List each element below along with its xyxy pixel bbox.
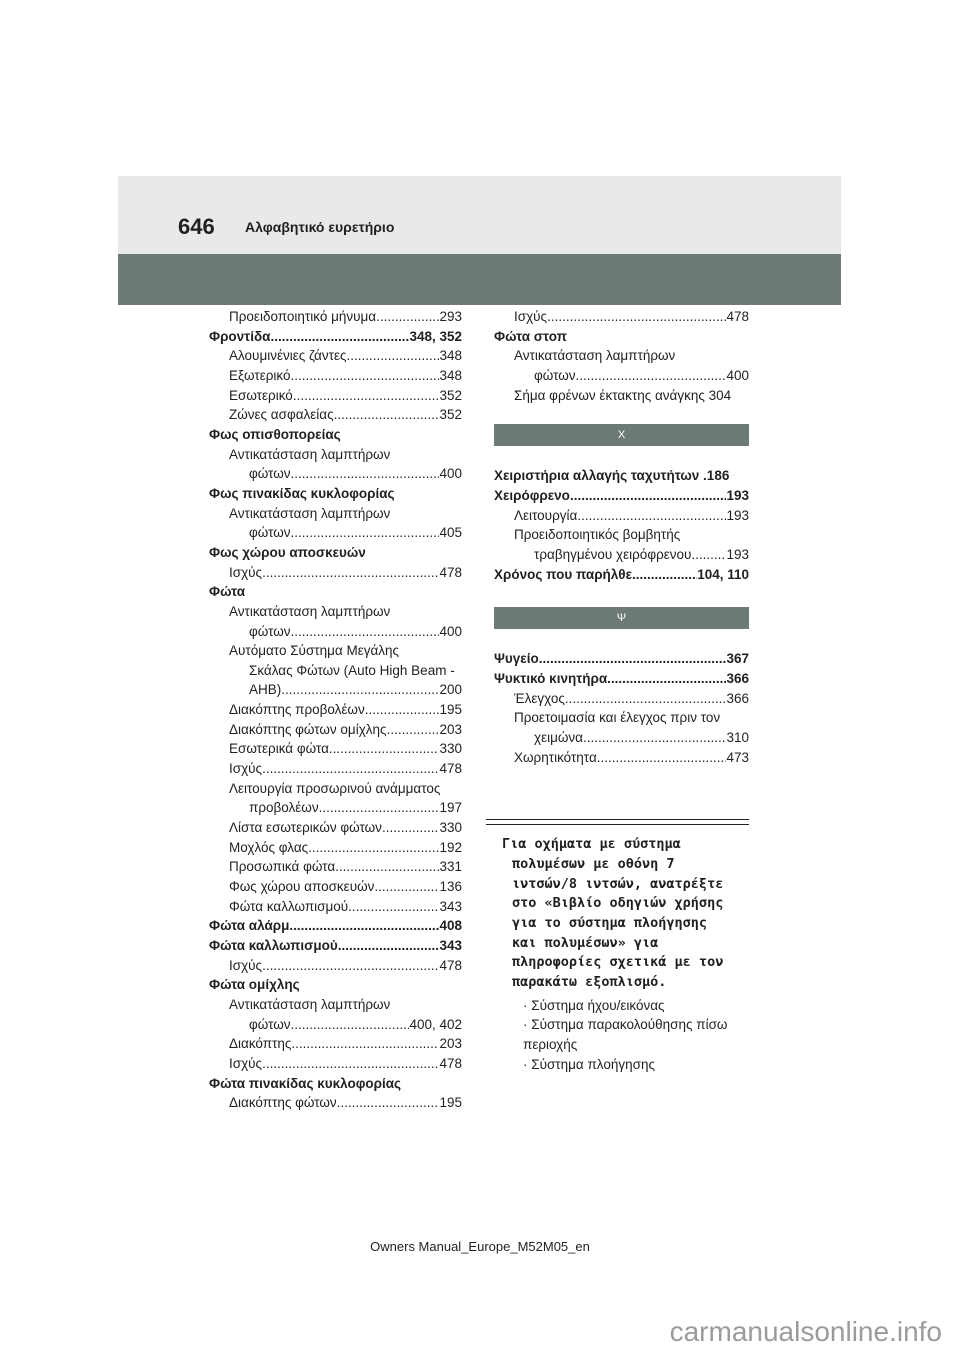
index-page-ref: 478	[439, 761, 462, 777]
index-entry-text: Φροντίδα	[209, 328, 271, 344]
index-page-ref: 200	[439, 682, 462, 698]
leader-dots	[291, 366, 440, 386]
index-entry-text: Έλεγχος	[514, 690, 565, 706]
section-letter-psi: Ψ	[494, 607, 749, 629]
leader-dots	[262, 759, 439, 779]
index-page-ref: 405	[439, 525, 462, 541]
index-entry	[209, 877, 462, 897]
index-entry-text: Λειτουργία	[514, 507, 578, 523]
leader-dots	[319, 798, 440, 818]
index-entry	[209, 386, 462, 406]
index-page-ref: 473	[726, 749, 749, 765]
index-heading: Φώτα στοπ	[494, 328, 567, 344]
index-entry-text: Διακόπτης προβολέων	[229, 702, 365, 718]
index-entry-text: Ψυγείο	[494, 651, 539, 667]
index-entry: Σήμα φρένων έκτακτης ανάγκης 304	[514, 387, 732, 403]
index-entry-text: Φως χώρου αποσκευών	[229, 879, 375, 895]
index-page-ref: 192	[439, 839, 462, 855]
index-entry	[494, 545, 749, 565]
index-page-ref: 400	[439, 623, 462, 639]
index-entry: Αυτόματο Σύστημα Μεγάλης	[229, 643, 400, 659]
index-entry-text: Ζώνες ασφαλείας	[229, 407, 334, 423]
index-entry-text: Εσωτερικό	[229, 387, 293, 403]
index-page-ref: 203	[439, 1036, 462, 1052]
page-title: Αλφαβητικό ευρετήριο	[245, 219, 395, 235]
index-page-ref: 348	[439, 348, 462, 364]
leader-dots	[547, 307, 726, 327]
index-entry-text: Προειδοποιητικό μήνυμα	[229, 309, 377, 324]
leader-dots	[291, 1015, 410, 1035]
index-entry-text: Φώτα αλάρμ	[209, 918, 290, 934]
note-title-rest	[502, 855, 749, 993]
index-entry	[209, 1015, 462, 1035]
index-entry: Αντικατάσταση λαμπτήρων	[229, 446, 391, 462]
index-page-ref: 136	[439, 879, 462, 895]
index-entry: Αντικατάσταση λαμπτήρων	[514, 348, 676, 364]
leader-dots	[262, 956, 439, 976]
index-entry	[494, 366, 749, 386]
leader-dots	[270, 327, 409, 347]
leader-dots	[565, 689, 727, 709]
index-page-ref: 478	[726, 309, 749, 324]
index-entry	[494, 307, 749, 327]
index-entry: Προετοιμασία και έλεγχος πριν τον	[514, 710, 721, 726]
leader-dots	[597, 748, 727, 768]
index-page-ref: 310	[726, 729, 749, 745]
index-entry	[209, 680, 462, 700]
index-page-ref: 331	[439, 859, 462, 875]
leader-dots	[293, 386, 440, 406]
note-divider	[486, 819, 749, 825]
index-entry-text: Λίστα εσωτερικών φώτων	[229, 820, 382, 836]
index-page-ref: 478	[439, 1055, 462, 1071]
index-entry	[209, 346, 462, 366]
index-heading	[494, 669, 749, 689]
note-bullet-item: · Σύστημα πλοήγησης	[523, 1056, 655, 1072]
header-dark-band	[118, 254, 841, 305]
note-title	[494, 835, 749, 993]
index-page-ref: 348, 352	[409, 328, 462, 344]
index-entry	[494, 506, 749, 526]
index-entry-text: Ισχύς	[229, 761, 263, 777]
leader-dots	[570, 486, 727, 506]
index-entry-text: φώτων	[249, 1016, 291, 1032]
index-entry	[209, 563, 462, 583]
index-entry-text: Ισχύς	[229, 1055, 263, 1071]
index-entry-text: τραβηγμένου χειρόφρενου	[534, 546, 692, 562]
note-bullet-item: · Σύστημα ήχου/εικόνας	[523, 997, 665, 1013]
leader-dots	[376, 307, 439, 327]
page-number: 646	[178, 214, 215, 239]
index-page-ref: 352	[439, 387, 462, 403]
index-entry	[209, 622, 462, 642]
index-heading: Φως πινακίδας κυκλοφορίας	[209, 485, 395, 501]
index-page-ref: 195	[439, 702, 462, 718]
leader-dots	[262, 1054, 439, 1074]
leader-dots	[607, 669, 726, 689]
index-heading: Φώτα ομίχλης	[209, 977, 300, 993]
index-entry-text: Χειρόφρενο	[494, 487, 570, 503]
index-entry-text: Ισχύς	[514, 309, 548, 324]
index-heading	[494, 486, 749, 506]
index-entry-text: Ψυκτικό κινητήρα	[494, 670, 608, 686]
index-entry-text: AHB)	[249, 682, 282, 698]
index-entry-text: προβολέων	[249, 800, 319, 816]
index-heading: Φώτα πινακίδας κυκλοφορίας	[209, 1075, 402, 1091]
index-page-ref: 366	[726, 690, 749, 706]
leader-dots	[291, 523, 440, 543]
index-page-ref: 330	[439, 741, 462, 757]
leader-dots	[583, 728, 726, 748]
index-heading	[494, 649, 749, 669]
leader-dots	[382, 818, 440, 838]
footer-text: Owners Manual_Europe_M52M05_en	[370, 1239, 590, 1254]
index-page-ref: 366	[726, 670, 749, 686]
index-heading: Χειριστήρια αλλαγής ταχυτήτων .186	[494, 468, 730, 484]
index-entry	[209, 464, 462, 484]
index-page-ref: 330	[439, 820, 462, 836]
leader-dots	[337, 1093, 440, 1113]
index-entry-text: Εξωτερικό	[229, 367, 291, 383]
index-page-ref: 400	[726, 367, 749, 383]
index-entry	[209, 818, 462, 838]
leader-dots	[577, 506, 726, 526]
index-entry-text: χειμώνα	[534, 729, 583, 745]
index-entry	[209, 956, 462, 976]
index-entry	[209, 1034, 462, 1054]
index-entry	[209, 307, 462, 327]
index-group-phi-continued	[494, 307, 749, 405]
index-heading: Φως χώρου αποσκευών	[209, 544, 366, 560]
index-entry-text: Χωρητικότητα	[514, 749, 597, 765]
index-entry-text: Ισχύς	[229, 564, 263, 580]
index-entry-text: Φώτα καλλωπισμού	[209, 938, 338, 953]
index-entry	[494, 689, 749, 709]
index-page-ref: 293	[439, 309, 462, 324]
index-entry-text: Διακόπτης φώτων	[229, 1095, 337, 1111]
index-page-ref: 203	[439, 721, 462, 737]
index-page-ref: 193	[726, 507, 749, 523]
leader-dots	[289, 916, 439, 936]
note-title-line: για το σύστημα πλοήγησης	[512, 914, 708, 931]
index-entry-text: φώτων	[249, 466, 291, 482]
note-bullets	[494, 996, 749, 1075]
index-page-ref: 343	[439, 898, 462, 914]
leader-dots	[334, 405, 440, 425]
index-entry: Σκάλας Φώτων (Auto High Beam -	[249, 662, 455, 678]
index-page-ref: 197	[439, 800, 462, 816]
note-bullet-item: · Σύστημα παρακολούθησης πίσω περιοχής	[523, 1017, 728, 1053]
index-page-ref: 193	[726, 487, 749, 503]
index-entry	[209, 798, 462, 818]
index-page-ref: 195	[439, 1095, 462, 1111]
index-entry-text: Φώτα καλλωπισμού	[229, 898, 349, 914]
index-entry	[209, 759, 462, 779]
index-entry-text: Εσωτερικά φώτα	[229, 741, 329, 757]
index-heading: Φώτα	[209, 584, 246, 600]
index-group-chi	[494, 466, 749, 584]
index-entry	[209, 857, 462, 877]
index-entry	[209, 700, 462, 720]
leader-dots	[632, 565, 697, 585]
index-entry	[209, 523, 462, 543]
leader-dots	[291, 1034, 439, 1054]
index-entry: Αντικατάσταση λαμπτήρων	[229, 996, 391, 1012]
index-entry-text: Διακόπτης φώτων ομίχλης	[229, 721, 387, 737]
leader-dots	[262, 563, 439, 583]
index-group-psi	[494, 649, 749, 767]
index-entry-text: φώτων	[249, 525, 291, 541]
index-entry	[209, 405, 462, 425]
index-page-ref: 193	[726, 546, 749, 562]
leader-dots	[387, 720, 440, 740]
index-heading	[209, 327, 462, 347]
index-entry: Λειτουργία προσωρινού ανάμματος	[229, 780, 441, 796]
leader-dots	[291, 464, 440, 484]
note-title-line: και πολυμέσων» για	[512, 934, 659, 951]
note-title-line: ιντσών/8 ιντσών, ανατρέξτε	[512, 875, 724, 892]
index-entry	[209, 897, 462, 917]
index-entry	[209, 1054, 462, 1074]
leader-dots	[576, 366, 727, 386]
note-title-line: παρακάτω εξοπλισμό.	[512, 974, 667, 991]
index-entry	[209, 739, 462, 759]
index-heading	[494, 565, 749, 585]
leader-dots	[346, 346, 439, 366]
index-entry-text: Διακόπτης	[229, 1036, 292, 1052]
leader-dots	[291, 622, 440, 642]
index-page-ref: 104, 110	[697, 566, 749, 582]
index-column-left	[209, 307, 462, 1113]
note-title-line: πληροφορίες σχετικά με τον	[512, 954, 724, 971]
leader-dots	[338, 936, 440, 956]
leader-dots	[281, 680, 439, 700]
index-page-ref: 408	[439, 918, 462, 934]
leader-dots	[691, 545, 726, 565]
leader-dots	[365, 700, 440, 720]
leader-dots	[335, 857, 439, 877]
leader-dots	[374, 877, 439, 897]
index-entry	[209, 838, 462, 858]
leader-dots	[539, 649, 727, 669]
header-band	[118, 176, 841, 254]
index-entry-text: Χρόνος που παρήλθε	[494, 566, 633, 582]
index-page-ref: 400, 402	[409, 1016, 462, 1032]
index-entry	[494, 748, 749, 768]
index-entry	[494, 728, 749, 748]
watermark: carmanualsonline.info	[669, 1316, 942, 1347]
index-page-ref: 343	[439, 938, 462, 953]
note-title-first: Για οχήματα με σύστημα	[502, 836, 681, 853]
index-heading	[209, 936, 462, 956]
note-box	[494, 835, 749, 1074]
index-entry-text: Προσωπικά φώτα	[229, 859, 336, 875]
index-column-right	[494, 307, 749, 1074]
note-title-line: στο «Βιβλίο οδηγιών χρήσης	[512, 895, 724, 912]
leader-dots	[308, 838, 439, 858]
index-page-ref: 352	[439, 407, 462, 423]
section-letter-chi: Χ	[494, 424, 749, 446]
index-entry-text: Αλουμινένιες ζάντες	[229, 348, 347, 364]
index-entry	[209, 720, 462, 740]
index-page-ref: 478	[439, 564, 462, 580]
index-entry	[209, 366, 462, 386]
leader-dots	[348, 897, 439, 917]
index-entry-text: φώτων	[249, 623, 291, 639]
index-entry-text: Μοχλός φλας	[229, 839, 309, 855]
index-entry	[209, 1093, 462, 1113]
index-page-ref: 348	[439, 367, 462, 383]
index-heading	[209, 916, 462, 936]
index-entry: Αντικατάσταση λαμπτήρων	[229, 603, 391, 619]
index-page-ref: 367	[726, 651, 749, 667]
index-page-ref: 478	[439, 957, 462, 973]
index-entry: Προειδοποιητικός βομβητής	[514, 527, 681, 543]
leader-dots	[329, 739, 440, 759]
index-page-ref: 400	[439, 466, 462, 482]
index-entry-text: Ισχύς	[229, 957, 263, 973]
index-entry: Αντικατάσταση λαμπτήρων	[229, 505, 391, 521]
index-heading: Φως οπισθοπορείας	[209, 426, 341, 442]
index-entry-text: φώτων	[534, 367, 576, 383]
note-title-line: πολυμέσων με οθόνη 7	[512, 855, 675, 872]
